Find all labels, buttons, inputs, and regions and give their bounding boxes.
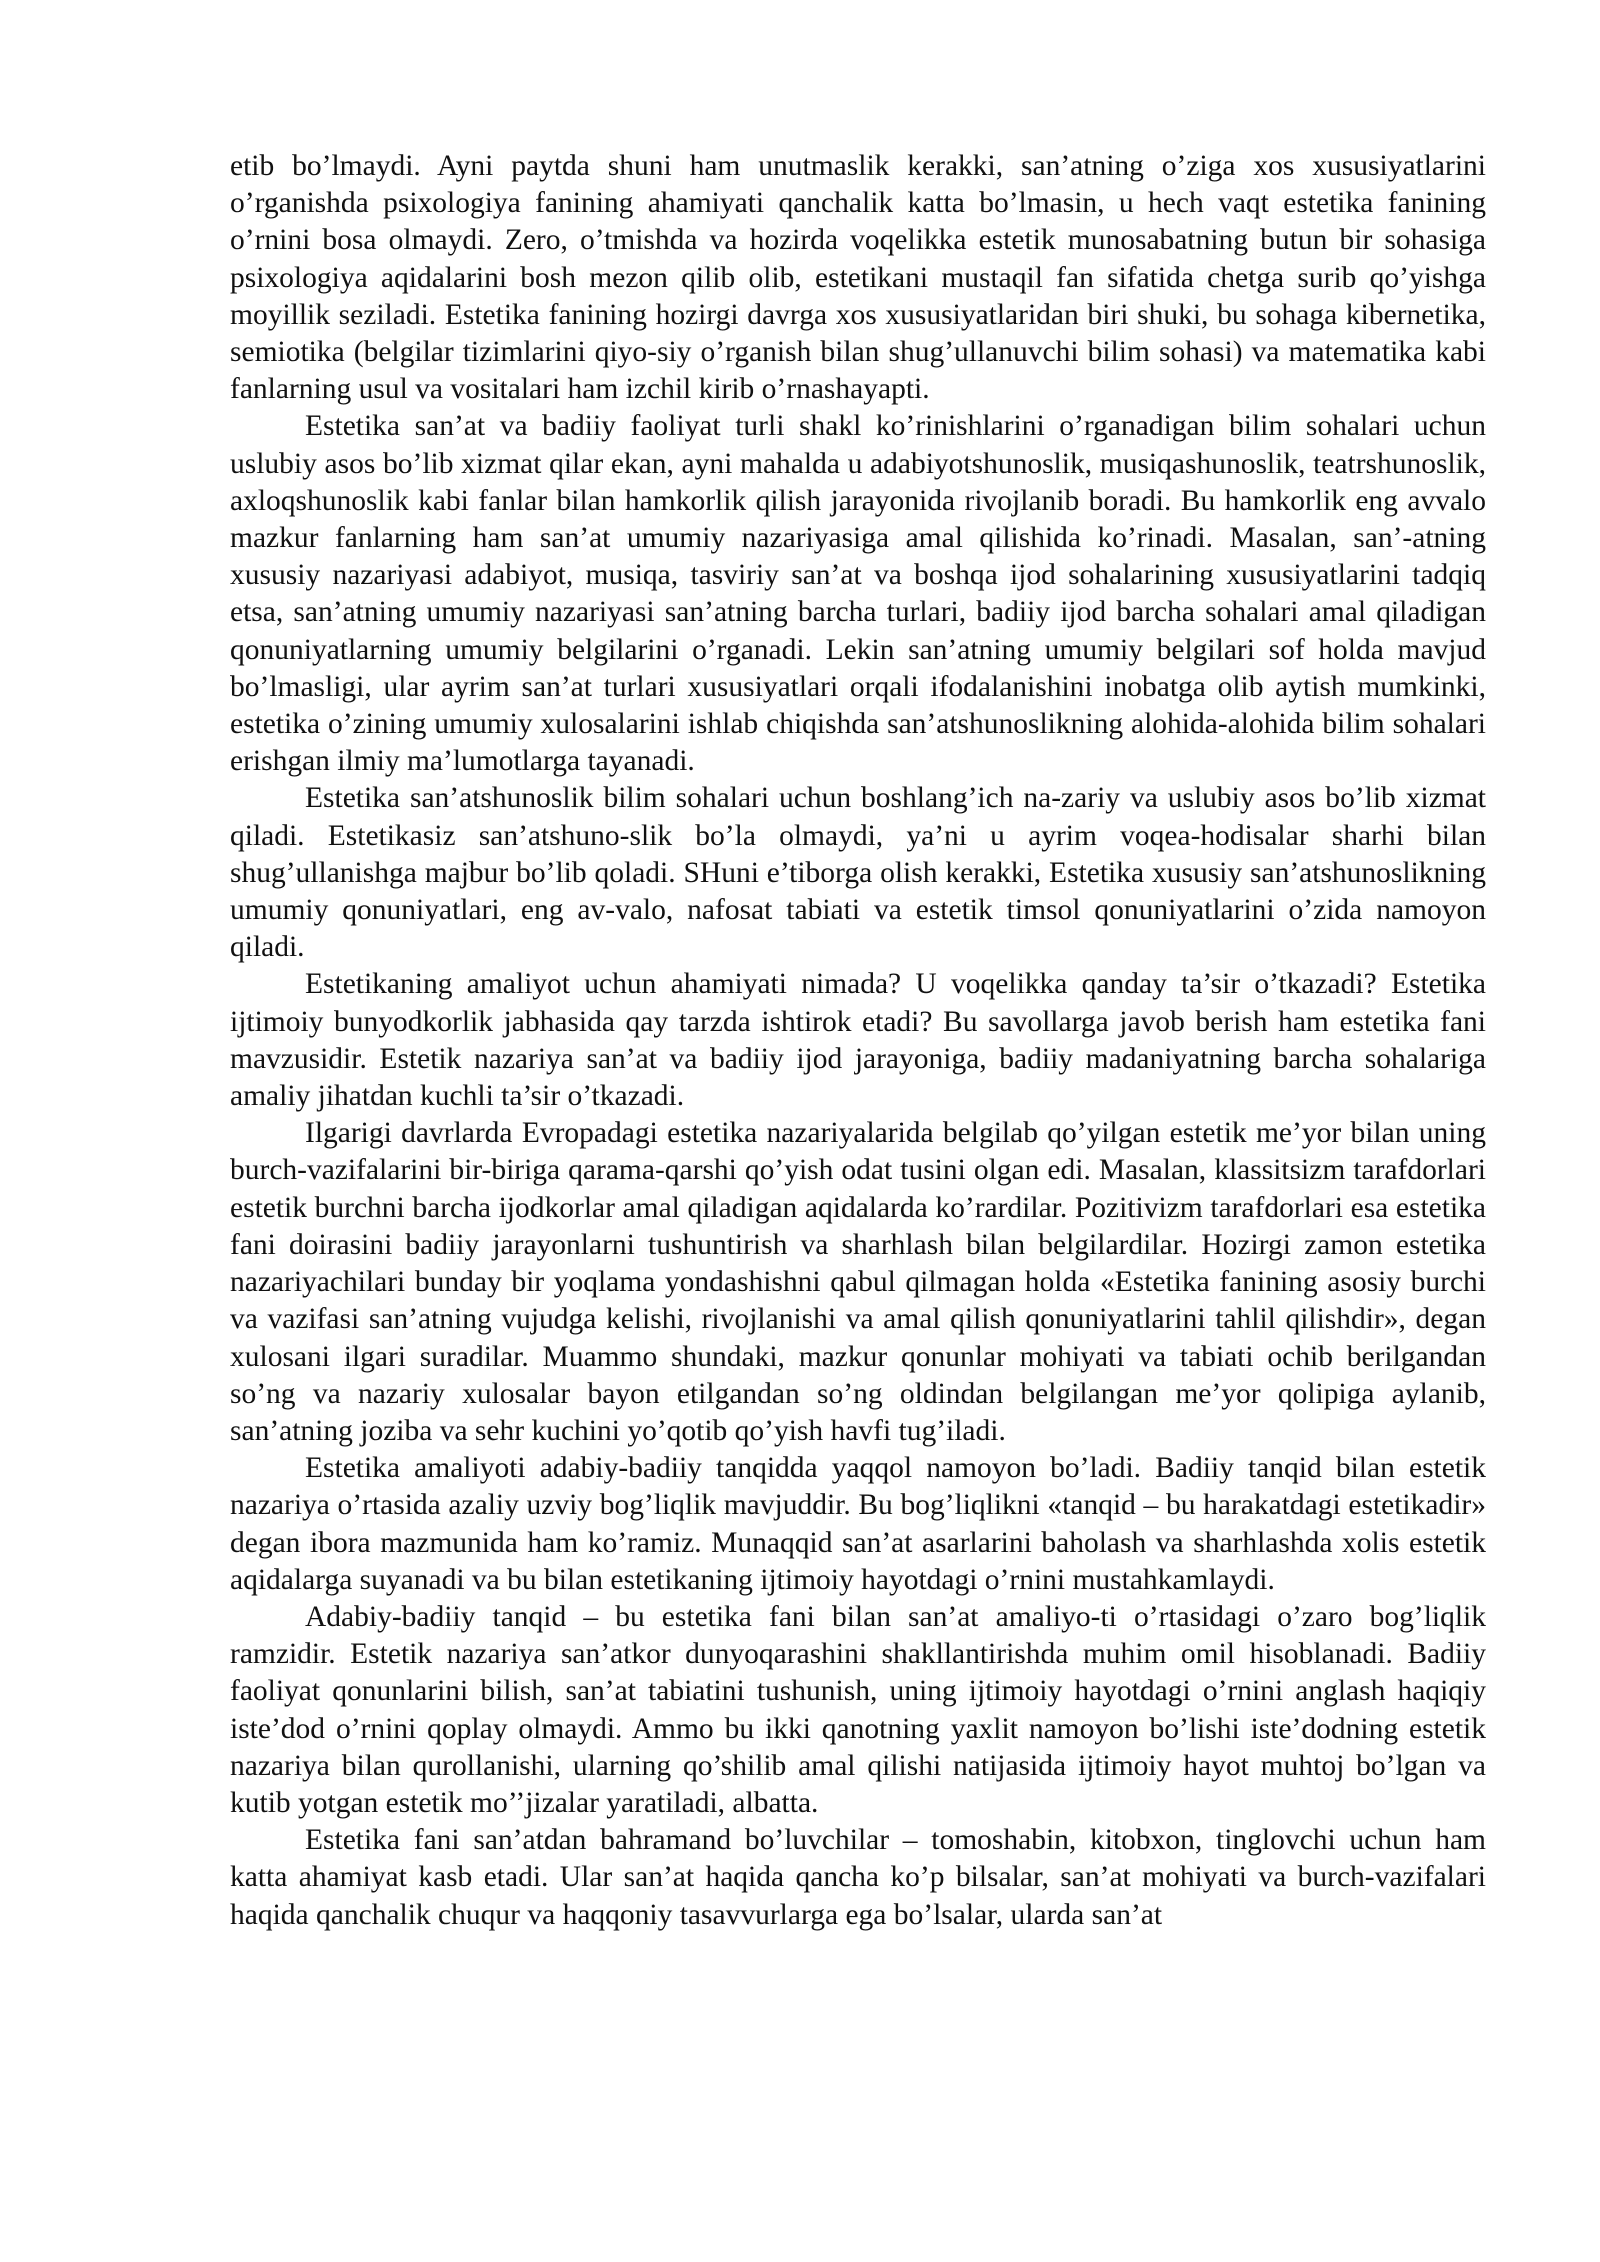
paragraph-6: Estetika amaliyoti adabiy-badiiy tanqidda yaqqol namoyon bo’ladi. Badiiy tanqid bilan estetik nazariya o’rtasida azaliy uzviy bog’liqlik mavjuddir. Bu bog’liqlikni «tanqid – bu harakatdagi estetikadir» degan ibora mazmunida ham ko’ramiz. Munaqqid san’at asarlarini baholash va sharhlashda xolis estetik aqidalarga suyanadi va bu bilan estetikaning ijtimoiy hayotdagi o’rnini mustahkamlaydi.: [230, 1452, 1486, 1596]
paragraph-4: Estetikaning amaliyot uchun ahamiyati nimada? U voqelikka qanday ta’sir o’tkazadi? Estetika ijtimoiy bunyodkorlik jabhasida qay tarzda ishtirok etadi? Bu savollarga javob berish ham estetika fani mavzusidir. Estetik nazariya san’at va badiiy ijod jarayoniga, badiiy madaniyatning barcha sohalariga amaliy jihatdan kuchli ta’sir o’tkazadi.: [230, 968, 1486, 1113]
paragraph-5: Ilgarigi davrlarda Evropadagi estetika nazariyalarida belgilab qo’yilgan estetik me’yor bilan uning burch-vazifalarini bir-biriga qarama-qarshi qo’yish odat tusini olgan edi. Masalan, klassitsizm tarafdorlari estetik burchni barcha ijodkorlar amal qiladigan aqidalarda ko’rardilar. Pozitivizm tarafdorlari esa estetika fani doirasini badiiy jarayonlarni tushuntirish va sharhlash bilan belgilardilar. Hozirgi zamon estetika nazariyachilari bunday bir yoqlama yondashishni qabul qilmagan holda «Estetika fanining asosiy burchi va vazifasi san’atning vujudga kelishi, rivojlanishi va amal qilish qonuniyatlarini tahlil qilishdir», degan xulosani ilgari suradilar. Muammo shundaki, mazkur qonunlar mohiyati va tabiati ochib berilgandan so’ng va nazariy xulosalar bayon etilgandan so’ng oldindan belgilangan me’yor qolipiga aylanib, san’atning joziba va sehr kuchini yo’qotib qo’yish havfi tug’iladi.: [230, 1117, 1486, 1447]
paragraph-7: Adabiy-badiiy tanqid – bu estetika fani bilan san’at amaliyo-ti o’rtasidagi o’zaro bog’liqlik ramzidir. Estetik nazariya san’atkor dunyoqarashini shakllantirishda muhim omil hisoblanadi. Badiiy faoliyat qonunlarini bilish, san’at tabiatini tushunish, uning ijtimoiy hayotdagi o’rnini anglash haqiqiy iste’dod o’rnini qoplay olmaydi. Ammo bu ikki qanotning yaxlit namoyon bo’lishi iste’dodning estetik nazariya bilan qurollanishi, ularning qo’shilib amal qilishi natijasida ijtimoiy hayot muhtoj bo’lgan va kutib yotgan estetik mo’’jizalar yaratiladi, albatta.: [230, 1600, 1486, 1819]
document-page: [230, 148, 1486, 1934]
paragraph-8: Estetika fani san’atdan bahramand bo’luvchilar – tomoshabin, kitobxon, tinglovchi uchun ham katta ahamiyat kasb etadi. Ular san’at haqida qancha ko’p bilsalar, san’at mohiyati va burch-vazifalari haqida qanchalik chuqur va haqqoniy tasavvurlarga ega bo’lsalar, ularda san’at: [230, 1824, 1486, 1931]
paragraph-1: etib bo’lmaydi. Ayni paytda shuni ham unutmaslik kerakki, san’atning o’ziga xos xususiyatlarini o’rganishda psixologiya fanining ahamiyati qanchalik katta bo’lmasin, u hech vaqt estetika fanining o’rnini bosa olmaydi. Zero, o’tmishda va hozirda voqelikka estetik munosabatning butun bir sohasiga psixologiya aqidalarini bosh mezon qilib olib, estetikani mustaqil fan sifatida chetga surib qo’yishga moyillik seziladi. Estetika fanining hozirgi davrga xos xususiyatlaridan biri shuki, bu sohaga kibernetika, semiotika (belgilar tizimlarini qiyo-siy o’rganish bilan shug’ullanuvchi bilim sohasi) va matematika kabi fanlarning usul va vositalari ham izchil kirib o’rnashayapti.: [230, 150, 1486, 406]
paragraph-2: Estetika san’at va badiiy faoliyat turli shakl ko’rinishlarini o’rganadigan bilim sohalari uchun uslubiy asos bo’lib xizmat qilar ekan, ayni mahalda u adabiyotshunoslik, musiqashunoslik, teatrshunoslik, axloqshunoslik kabi fanlar bilan hamkorlik qilish jarayonida rivojlanib boradi. Bu hamkorlik eng avvalo mazkur fanlarning ham san’at umumiy nazariyasiga amal qilishida ko’rinadi. Masalan, san’-atning xususiy nazariyasi adabiyot, musiqa, tasviriy san’at va boshqa ijod sohalarining xususiyatlarini tadqiq etsa, san’atning umumiy nazariyasi san’atning barcha turlari, badiiy ijod barcha sohalari amal qiladigan qonuniyatlarning umumiy belgilarini o’rganadi. Lekin san’atning umumiy belgilari sof holda mavjud bo’lmasligi, ular ayrim san’at turlari xususiyatlari orqali ifodalanishini inobatga olib aytish mumkinki, estetika o’zining umumiy xulosalarini ishlab chiqishda san’atshunoslikning alohida-alohida bilim sohalari erishgan ilmiy ma’lumotlarga tayanadi.: [230, 410, 1486, 778]
paragraph-3: Estetika san’atshunoslik bilim sohalari uchun boshlang’ich na-zariy va uslubiy asos bo’lib xizmat qiladi. Estetikasiz san’atshuno-slik bo’la olmaydi, ya’ni u ayrim voqea-hodisalar sharhi bilan shug’ullanishga majbur bo’lib qoladi. SHuni e’tiborga olish kerakki, Estetika xususiy san’atshunoslikning umumiy qonuniyatlari, eng av-valo, nafosat tabiati va estetik timsol qonuniyatlarini o’zida namoyon qiladi.: [230, 782, 1486, 964]
